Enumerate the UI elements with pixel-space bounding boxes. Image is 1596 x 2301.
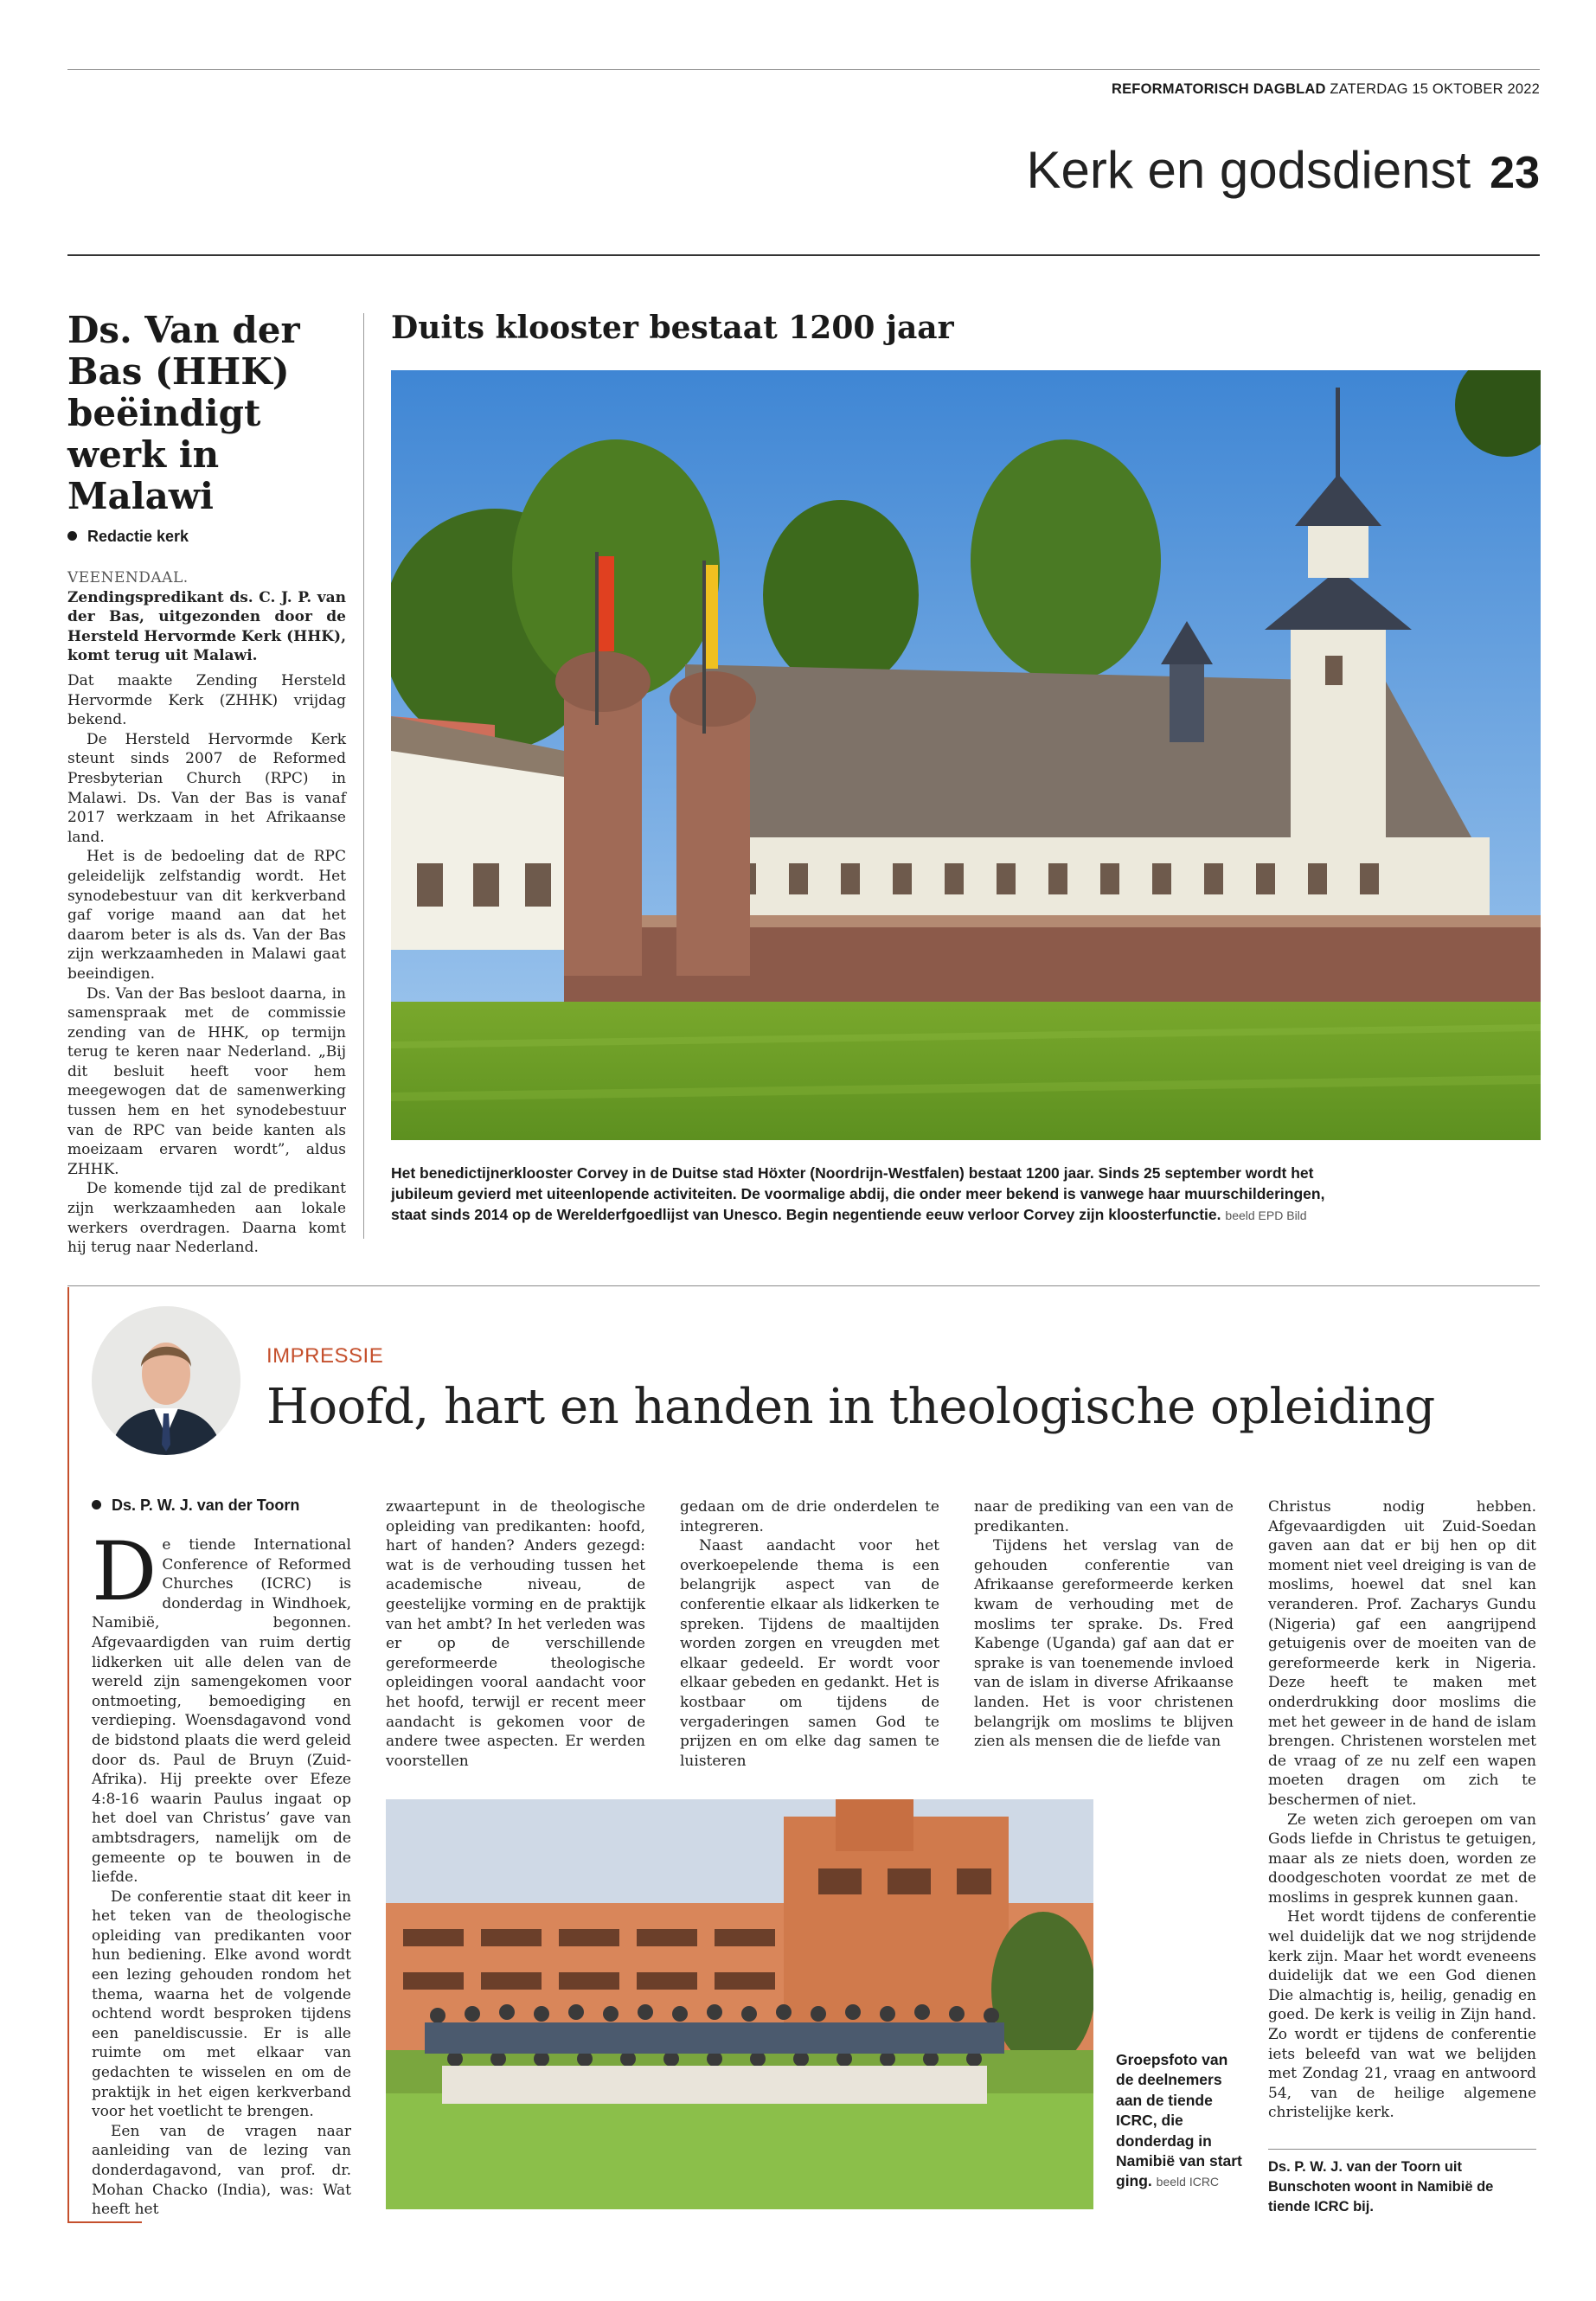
paragraph: Tijdens het verslag van de gehouden conferentie van Afrikaanse gereformeerde kerken kwam de verhouding met de moslims ter sprake. Ds. Fred Kabenge (Uganda) gaf aan dat er sprake is van toenemende invloed van de islam in diverse Afrikaanse landen. Het is voor christenen belangrijk om moslims te blijven zien als mensen die de liefde van xyxy=(974,1537,1234,1751)
dateline: VEENENDAAL. xyxy=(67,569,189,586)
left-article-body xyxy=(67,671,346,1258)
paragraph: Een van de vragen naar aanleiding van de lezing van donderdagavond, van prof. dr. Mohan Chacko (India), was: Wat heeft het xyxy=(92,2122,351,2219)
group-photo xyxy=(386,1799,1093,2209)
photo-credit: beeld ICRC xyxy=(1156,2175,1220,2189)
paragraph: Het is de bedoeling dat de RPC geleidelijk zelfstandig wordt. Het synodebestuur van dit kerkverband gaf vorige maand aan dat het daarom beter is als ds. Van der Bas zijn werkzaamheden in Malawi gaat beeindigen. xyxy=(67,848,346,983)
caption-text: Groepsfoto van de deelnemers aan de tiende ICRC, die donderdag in Namibië van start ging. xyxy=(1116,2051,1242,2190)
paragraph: naar de prediking van een van de predikanten. xyxy=(974,1498,1234,1535)
monastery-headline: Duits klooster bestaat 1200 jaar xyxy=(391,310,954,346)
impression-column-3 xyxy=(680,1497,939,1771)
divider-rule xyxy=(67,1285,1540,1286)
paragraph: De Hersteld Hervormde Kerk steunt sinds 2007 de Reformed Presbyterian Church (RPC) in Malawi. Ds. Van der Bas is vanaf 2017 werkzaam in het Afrikaanse land. xyxy=(67,730,346,846)
top-rule xyxy=(67,69,1540,70)
bullet-icon xyxy=(92,1500,101,1509)
byline-text: Redactie kerk xyxy=(87,528,189,545)
group-photo-caption xyxy=(1116,2050,1246,2193)
kicker: IMPRESSIE xyxy=(266,1344,384,1368)
monastery-photo xyxy=(391,370,1541,1140)
author-note: Ds. P. W. J. van der Toorn uit Bunschoten woont in Namibië de tiende ICRC bij. xyxy=(1268,2159,1494,2214)
author-note-rule xyxy=(1268,2149,1536,2150)
byline-text: Ds. P. W. J. van der Toorn xyxy=(112,1497,300,1514)
monastery-caption xyxy=(391,1163,1356,1226)
author-portrait-icon xyxy=(92,1306,240,1455)
photo-credit: beeld EPD Bild xyxy=(1225,1208,1307,1222)
section-title: Kerk en godsdienst xyxy=(1026,141,1471,199)
paragraph: Ze weten zich geroepen om van Gods liefde in Christus te getuigen, maar als ze niets doen, worden ze doodgeschoten voordat ze met de moslims in gesprek kunnen gaan. xyxy=(1268,1811,1536,1907)
impression-column-4 xyxy=(974,1497,1234,1752)
paragraph: e tiende International Conference of Reformed Churches (ICRC) is donderdag in Windhoek, Namibië, begonnen. Afgevaardigden van ruim dertig lidkerken uit alle delen van de wereld zijn samengekomen voor ontmoeting, bemoediging en verdieping. Woensdagavond vond de bidstond plaats die werd geleid door ds. Paul de Bruyn (Zuid-Afrika). Hij preekte over Efeze 4:8-16 waarin Paulus ingaat op het doel van Christus’ gave van ambtsdragers, namelijk om de gemeente op te bouwen in de liefde. xyxy=(92,1536,351,1887)
impression-byline xyxy=(92,1497,299,1515)
paragraph: Dat maakte Zending Hersteld Hervormde Kerk (ZHHK) vrijdag bekend. xyxy=(67,672,346,729)
caption-text: Het benedictijnerklooster Corvey in de Duitse stad Höxter (Noordrijn-Westfalen) bestaat 1200 jaar. Sinds 25 september wordt het jubileum gevierd met uiteenlopende activiteiten. De voormalige abdij, die onder meer bekend is vanwege haar muurschilderingen, staat sinds 2014 op de Werelderfgoedlijst van Unesco. Begin negentiende eeuw verloor Corvey zijn kloosterfunctie. xyxy=(391,1164,1325,1223)
impression-column-5 xyxy=(1268,1497,1536,2123)
impression-column-1 xyxy=(92,1525,351,2220)
accent-line xyxy=(67,1287,69,2223)
impression-column-2 xyxy=(386,1497,645,1771)
left-article-headline: Ds. Van der Bas (HHK) beëindigt werk in Malawi xyxy=(67,309,300,517)
issue-date: ZATERDAG 15 OKTOBER 2022 xyxy=(1330,81,1540,97)
monastery-photo-icon xyxy=(391,370,1541,1140)
paragraph: Christus nodig hebben. Afgevaardigden uit Zuid-Soedan gaven aan dat er bij hen op dit moment niet veel dreiging is van de moslims, hoewel dat snel kan veranderen. Prof. Zacharys Gundu (Nigeria) gaf een aangrijpend getuigenis over de moeiten van de gereformeerde kerk in Nigeria. Deze heeft te maken met onderdrukking door moslims die met het geweer in de hand de islam brengen. Christenen worstelen met de vraag of ze nu zelf een wapen moeten dragen om zich te beschermen of niet. xyxy=(1268,1498,1536,1809)
section-rule xyxy=(67,254,1540,256)
accent-line-bottom xyxy=(67,2221,142,2223)
lead-text: Zendingspredikant ds. C. J. P. van der Bas, uitgezonden door de Hersteld Hervormde Kerk (HHK), komt terug uit Malawi. xyxy=(67,588,346,665)
paragraph: Ds. Van der Bas besloot daarna, in samenspraak met de commissie zending van de HHK, op termijn terug te keren naar Nederland. „Bij dit besluit heeft voor hem meegewogen dat de samenwerking tussen hem en het synodebestuur van de RPC van beide kanten als moeizaam ervaren wordt”, aldus ZHHK. xyxy=(67,984,346,1178)
left-article-lead xyxy=(67,568,346,666)
left-article-byline xyxy=(67,528,189,546)
paragraph: gedaan om de drie onderdelen te integreren. xyxy=(680,1498,939,1535)
newspaper-name: REFORMATORISCH DAGBLAD xyxy=(1111,81,1326,97)
masthead xyxy=(67,81,1540,98)
bullet-icon xyxy=(67,531,77,541)
paragraph: zwaartepunt in de theologische opleiding van predikanten: hoofd, hart of handen? Anders gezegd: wat is de verhouding tussen het academische niveau, de geestelijke vorming en de praktijk van het ambt? In het verleden was er op de verschillende gereformeerde theologische opleidingen vooral aandacht voor het hoofd, terwijl er recent meer aandacht is gekomen voor de andere twee aspecten. Er werden voorstellen xyxy=(386,1498,645,1770)
paragraph: De conferentie staat dit keer in het teken van de theologische opleiding van predikanten voor hun bediening. Elke avond wordt een lezing gehouden rondom het thema, waarna het de volgende ochtend wordt besproken tijdens een paneldiscussie. Er is alle ruimte om met elkaar van gedachten te wisselen en om de praktijk in het eigen kerkverband voor het voetlicht te brengen. xyxy=(92,1888,351,2121)
group-photo-icon xyxy=(386,1799,1093,2209)
impression-headline: Hoofd, hart en handen in theologische opleiding xyxy=(266,1379,1435,1435)
page-number: 23 xyxy=(1490,148,1540,198)
paragraph: De komende tijd zal de predikant zijn werkzaamheden aan lokale werkers overdragen. Daarna komt hij terug naar Nederland. xyxy=(67,1180,346,1257)
paragraph: Het wordt tijdens de conferentie wel duidelijk dat we nog strijdende kerk zijn. Maar het wordt eveneens duidelijk dat we een God dienen Die almachtig is, heilig, genadig en goed. De kerk is veilig in Zijn hand. Zo wordt er tijdens de conferentie iets beleefd van wat we belijden met Zondag 21, vraag en antwoord 54, van de heilige algemene christelijke kerk. xyxy=(1268,1908,1536,2122)
column-divider xyxy=(363,313,364,1239)
author-avatar xyxy=(92,1306,240,1455)
paragraph: Naast aandacht voor het overkoepelende thema is een belangrijk aspect van de conferentie elkaar als lidkerken te spreken. Tijdens de maaltijden worden zorgen en vreugden met elkaar gedeeld. Er wordt voor elkaar gebeden en gedankt. Het is kostbaar om tijdens de vergaderingen samen God te prijzen en om elke dag samen te luisteren xyxy=(680,1537,939,1770)
section-header xyxy=(67,140,1540,200)
drop-cap: D xyxy=(92,1525,157,1619)
